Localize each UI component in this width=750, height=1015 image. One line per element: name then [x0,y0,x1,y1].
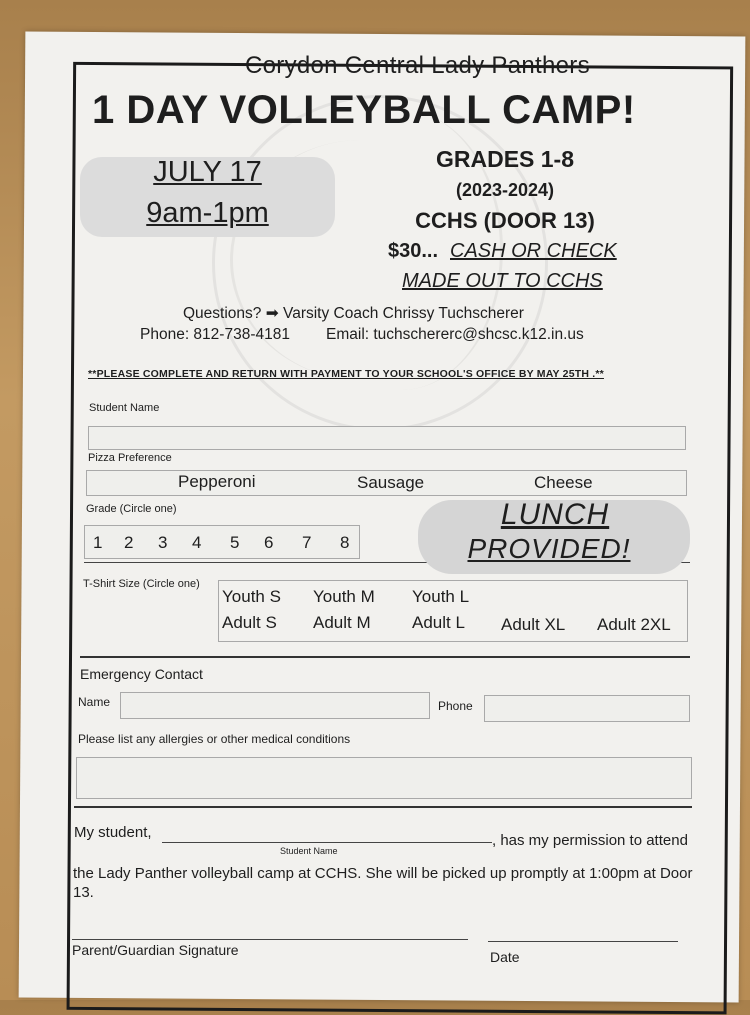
emergency-phone-label: Phone [438,699,473,713]
emergency-contact-heading: Emergency Contact [80,666,203,682]
emergency-phone-field[interactable] [484,695,690,722]
permission-suffix: , has my permission to attend [492,832,688,849]
section-divider [80,656,690,658]
lunch-text: LUNCH [500,498,610,531]
pizza-option-cheese[interactable]: Cheese [534,473,593,492]
permission-body: the Lady Panther volleyball camp at CCHS. She will be picked up promptly at 1:00pm at Door 13. [73,865,693,901]
allergies-label: Please list any allergies or other medical conditions [78,732,351,746]
grade-option-6[interactable]: 6 [264,533,274,552]
tshirt-adult-2xl[interactable]: Adult 2XL [597,615,671,634]
student-name-label: Student Name [89,402,160,414]
student-name-field[interactable] [88,426,686,450]
grade-option-4[interactable]: 4 [192,533,202,552]
student-name-blank[interactable] [162,842,492,843]
tshirt-youth-m[interactable]: Youth M [313,587,375,606]
camp-price: $30... [388,240,439,262]
grades-text: GRADES 1-8 [435,146,575,172]
tshirt-adult-xl[interactable]: Adult XL [501,615,566,634]
camp-time: 9am-1pm [146,197,269,229]
tshirt-youth-s[interactable]: Youth S [222,587,281,606]
school-year: (2023-2024) [455,180,555,200]
grade-option-3[interactable]: 3 [158,533,168,552]
questions-contact: Questions? ➡ Varsity Coach Chrissy Tuchscherer [183,305,524,322]
pizza-option-pepperoni[interactable]: Pepperoni [178,472,256,491]
camp-date: JULY 17 [153,156,262,188]
permission-prefix: My student, [74,824,152,841]
tshirt-adult-s[interactable]: Adult S [222,613,277,632]
section-divider [74,806,692,808]
date-label: Date [490,949,520,965]
grade-option-7[interactable]: 7 [302,533,312,552]
student-name-caption: Student Name [280,846,338,856]
grade-option-5[interactable]: 5 [230,533,240,552]
tshirt-adult-l[interactable]: Adult L [412,613,465,632]
parent-signature-line[interactable] [72,939,468,940]
date-signature-line[interactable] [488,941,678,942]
contact-email: Email: tuchschererc@shcsc.k12.in.us [326,326,584,343]
page-title: 1 DAY VOLLEYBALL CAMP! [92,88,636,132]
pizza-preference-label: Pizza Preference [88,452,172,464]
grade-label: Grade (Circle one) [86,503,177,515]
pizza-option-sausage[interactable]: Sausage [357,473,425,492]
payment-method: CASH OR CHECK [450,240,617,262]
tshirt-label: T-Shirt Size (Circle one) [83,578,200,590]
grade-option-1[interactable]: 1 [93,533,103,552]
tshirt-youth-l[interactable]: Youth L [412,587,470,606]
emergency-name-label: Name [78,695,111,709]
grade-option-2[interactable]: 2 [124,533,134,552]
tshirt-adult-m[interactable]: Adult M [313,613,371,632]
lunch-provided-text: PROVIDED! [467,533,631,564]
organization-name: Corydon Central Lady Panthers [245,52,590,79]
emergency-name-field[interactable] [120,692,430,719]
contact-phone: Phone: 812-738-4181 [140,326,290,343]
payment-payee: MADE OUT TO CCHS [402,270,603,292]
camp-location: CCHS (DOOR 13) [415,208,595,233]
grade-option-8[interactable]: 8 [340,533,350,552]
parent-signature-label: Parent/Guardian Signature [72,942,239,958]
return-notice: **PLEASE COMPLETE AND RETURN WITH PAYMENT TO YOUR SCHOOL'S OFFICE BY MAY 25TH .** [88,368,604,380]
allergies-field[interactable] [76,757,692,799]
